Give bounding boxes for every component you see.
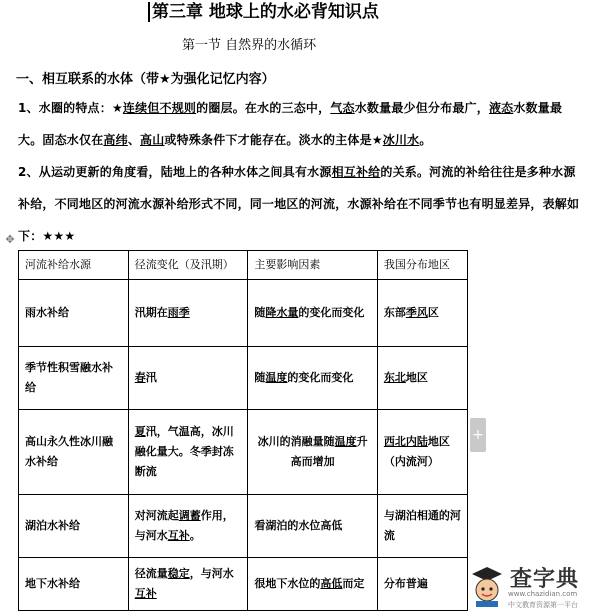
table-cell: 与湖泊相通的河流 xyxy=(377,495,467,558)
table-cell: 东部季风区 xyxy=(377,280,467,347)
underlined-term: 液态 xyxy=(488,101,514,115)
watermark-url: www.chazidian.com xyxy=(508,590,578,598)
table-header-cell: 径流变化（及汛期） xyxy=(128,251,248,280)
text-run: 、 xyxy=(127,133,141,147)
table-move-handle-icon[interactable]: ✥ xyxy=(5,233,15,246)
underlined-term: 气态 xyxy=(330,101,355,115)
table-header-cell: 主要影响因素 xyxy=(248,251,377,280)
add-column-plus-icon[interactable]: + xyxy=(470,418,486,452)
table-cell: 汛期在雨季 xyxy=(128,280,248,347)
section-subtitle: 第一节 自然界的水循环 xyxy=(182,38,317,53)
table-cell: 雨水补给 xyxy=(19,280,129,347)
table-cell: 对河流起调蓄作用，与河水互补。 xyxy=(128,495,248,558)
table-header-cell: 我国分布地区 xyxy=(377,251,467,280)
text-run: 的圈层。在水的三态中， xyxy=(196,101,331,115)
underlined-term: 高山 xyxy=(140,133,165,147)
site-watermark-logo xyxy=(468,560,592,613)
text-run: 水数量最少但分布最广， xyxy=(354,101,489,115)
watermark-brand: 查字典 xyxy=(510,567,580,592)
table-cell: 湖泊水补给 xyxy=(19,495,129,558)
table-cell: 夏汛，气温高，冰川融化量大。冬季封冻断流 xyxy=(128,410,248,495)
page-title: 第三章 地球上的水必背知识点 xyxy=(148,2,379,22)
underlined-term: 高纬 xyxy=(103,133,128,147)
table-row xyxy=(19,280,468,347)
table-header-cell: 河流补给水源 xyxy=(19,251,129,280)
table-row xyxy=(19,495,468,558)
table-row xyxy=(19,410,468,495)
table-row xyxy=(19,347,468,410)
table-cell: 高山永久性冰川融水补给 xyxy=(19,410,129,495)
text-run: 水数量最大。固态水仅在 xyxy=(18,101,563,147)
text-run: 或特殊条件下才能存在。淡水的主体是★ xyxy=(164,133,383,147)
paragraph-hydrosphere xyxy=(18,92,584,156)
underlined-term: 冰川水 xyxy=(382,133,420,147)
table-cell: 春汛 xyxy=(128,347,248,410)
underlined-term: 连续但不规则 xyxy=(122,101,197,115)
table-cell: 冰川的消融量随温度升高而增加 xyxy=(248,410,377,495)
text-run: 。 xyxy=(419,133,432,147)
table-cell: 看湖泊的水位高低 xyxy=(248,495,377,558)
table-cell: 东北地区 xyxy=(377,347,467,410)
table-cell: 随降水量的变化而变化 xyxy=(248,280,377,347)
watermark-slogan: 中文教育资源第一平台 xyxy=(508,601,578,609)
section-heading: 一、相互联系的水体（带★为强化记忆内容） xyxy=(16,72,275,87)
table-cell: 西北内陆地区（内流河） xyxy=(377,410,467,495)
table-header-row xyxy=(19,251,468,280)
river-supply-table xyxy=(18,250,468,611)
mascot-icon xyxy=(468,564,506,608)
underlined-term: 相互补给 xyxy=(331,165,381,179)
table-cell: 随温度的变化而变化 xyxy=(248,347,377,410)
paragraph-water-supply xyxy=(18,156,584,252)
table-cell: 分布普遍 xyxy=(377,558,467,611)
text-run: 2、从运动更新的角度看，陆地上的各种水体之间具有水源 xyxy=(18,165,332,179)
text-run: 的关系。河流的补给往往是多种水源补给，不同地区的河流水源补给形式不同，同一地区的河流，水源补给在不同季节也有明显差异，表解如下：★★★ xyxy=(18,165,580,243)
text-run: 1、水圈的特点：★ xyxy=(18,101,123,115)
table-cell: 季节性积雪融水补给 xyxy=(19,347,129,410)
table-cell: 很地下水位的高低而定 xyxy=(248,558,377,611)
table-cell: 径流量稳定，与河水互补 xyxy=(128,558,248,611)
table-row xyxy=(19,558,468,611)
table-cell: 地下水补给 xyxy=(19,558,129,611)
